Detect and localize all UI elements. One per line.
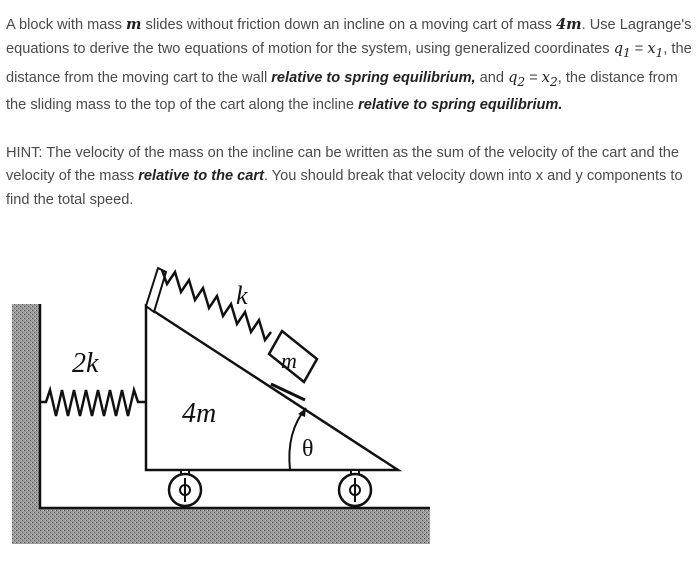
figure-svg <box>0 250 700 559</box>
p1-text-5: and <box>475 69 509 86</box>
left-wheel-icon <box>169 470 201 506</box>
mass-m-symbol: m <box>126 16 142 33</box>
hint-text-2: . You should break that velocity down into x and y components to find the total speed. <box>6 168 683 208</box>
hint-paragraph <box>6 142 694 212</box>
left-spring-label: 2k <box>72 348 99 379</box>
mass-4m-symbol: 4m <box>556 16 582 33</box>
left-spring-zigzag-icon <box>40 390 146 416</box>
p1-text-2: slides without friction down an incline on a moving cart of mass <box>141 17 556 33</box>
q2-subscript: 2 <box>517 74 526 89</box>
equals-sign-1: = <box>630 41 648 58</box>
q2-symbol: q <box>508 68 518 86</box>
problem-statement <box>6 13 694 117</box>
relative-spring-eq-1: relative to spring equilibrium, <box>271 69 476 86</box>
cart-incline <box>146 306 398 470</box>
p1-text-6: , the distance from the sliding mass to the top of the cart along the incline <box>6 69 678 114</box>
angle-label: θ <box>302 436 314 462</box>
equals-sign-2: = <box>525 69 542 86</box>
x1-subscript: 1 <box>655 46 664 61</box>
relative-to-cart: relative to the cart <box>138 168 264 185</box>
right-wheel-icon <box>339 470 371 506</box>
mechanics-figure <box>0 250 700 559</box>
p1-text-4: , the distance from the moving cart to the wall <box>6 41 692 86</box>
floor <box>12 508 430 544</box>
x2-symbol: x <box>541 68 551 86</box>
hint-text-1: HINT: The velocity of the mass on the incline can be written as the sum of the velocity of the cart and the velocity of the mass <box>6 145 680 185</box>
x1-symbol: x <box>647 40 656 58</box>
x2-subscript: 2 <box>550 74 558 89</box>
q1-subscript: 1 <box>622 46 631 61</box>
block-label: m <box>281 348 297 373</box>
incline-spring-label: k <box>236 281 248 310</box>
q1-symbol: q <box>613 40 623 58</box>
p1-text-3: . Use Lagrange's equations to derive the two equations of motion for the system, using generalized coordinates <box>6 17 692 58</box>
relative-spring-eq-2: relative to spring equilibrium. <box>358 97 563 114</box>
cart-label: 4m <box>182 398 217 429</box>
p1-text-1: A block with mass <box>6 17 127 33</box>
